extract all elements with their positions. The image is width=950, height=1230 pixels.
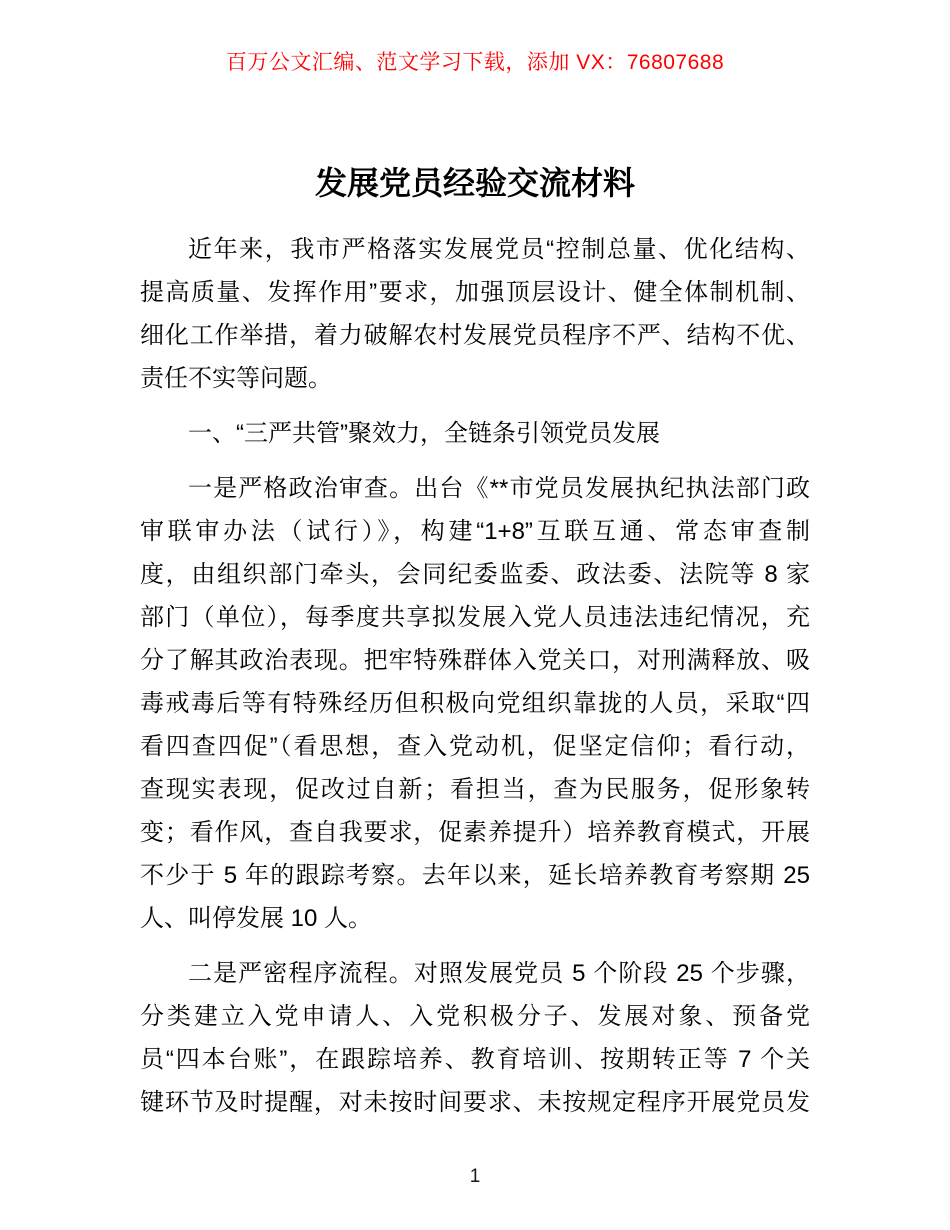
paragraph-line: 毒戒毒后等有特殊经历但积极向党组织靠拢的人员，采取“四 bbox=[140, 690, 810, 717]
body-paragraph bbox=[140, 467, 810, 940]
paragraph-line: 责任不实等问题。 bbox=[140, 365, 332, 392]
paragraph-line: 度，由组织部门牵头，会同纪委监委、政法委、法院等 8 家 bbox=[140, 561, 810, 588]
document-title: 发展党员经验交流材料 bbox=[314, 165, 635, 201]
page-number: 1 bbox=[469, 1166, 481, 1187]
paragraph-line: 不少于 5 年的跟踪考察。去年以来，延长培养教育考察期 25 bbox=[140, 862, 810, 889]
paragraph-line: 近年来，我市严格落实发展党员“控制总量、优化结构、 bbox=[188, 236, 810, 263]
section-heading bbox=[140, 412, 810, 455]
paragraph-line: 审联审办法（试行）》，构建“1+8”互联互通、常态审查制 bbox=[140, 518, 810, 545]
heading-line: 一、“三严共管”聚效力，全链条引领党员发展 bbox=[188, 420, 660, 447]
paragraph-line: 提高质量、发挥作用”要求，加强顶层设计、健全体制机制、 bbox=[140, 279, 810, 306]
paragraph-line: 员“四本台账”，在跟踪培养、教育培训、按期转正等 7 个关 bbox=[140, 1046, 810, 1073]
paragraph-line: 查现实表现，促改过自新；看担当，查为民服务，促形象转 bbox=[140, 776, 810, 803]
paragraph-line: 分类建立入党申请人、入党积极分子、发展对象、预备党 bbox=[140, 1003, 810, 1030]
watermark-header: 百万公文汇编、范文学习下载，添加 VX：76807688 bbox=[225, 51, 725, 74]
document-body bbox=[140, 228, 810, 1124]
paragraph-line: 细化工作举措，着力破解农村发展党员程序不严、结构不优、 bbox=[140, 322, 810, 349]
paragraph-line: 一是严格政治审查。出台《**市党员发展执纪执法部门政 bbox=[188, 475, 810, 502]
paragraph-line: 人、叫停发展 10 人。 bbox=[140, 905, 373, 932]
paragraph-line: 分了解其政治表现。把牢特殊群体入党关口，对刑满释放、吸 bbox=[140, 647, 810, 674]
body-paragraph bbox=[140, 952, 810, 1124]
paragraph-line: 键环节及时提醒，对未按时间要求、未按规定程序开展党员发 bbox=[140, 1089, 810, 1116]
paragraph-line: 二是严密程序流程。对照发展党员 5 个阶段 25 个步骤， bbox=[188, 960, 810, 987]
paragraph-line: 变；看作风，查自我要求，促素养提升）培养教育模式，开展 bbox=[140, 819, 810, 846]
paragraph-line: 看四查四促”（看思想，查入党动机，促坚定信仰；看行动， bbox=[140, 733, 810, 760]
paragraph-line: 部门（单位），每季度共享拟发展入党人员违法违纪情况，充 bbox=[140, 604, 810, 631]
body-paragraph bbox=[140, 228, 810, 400]
